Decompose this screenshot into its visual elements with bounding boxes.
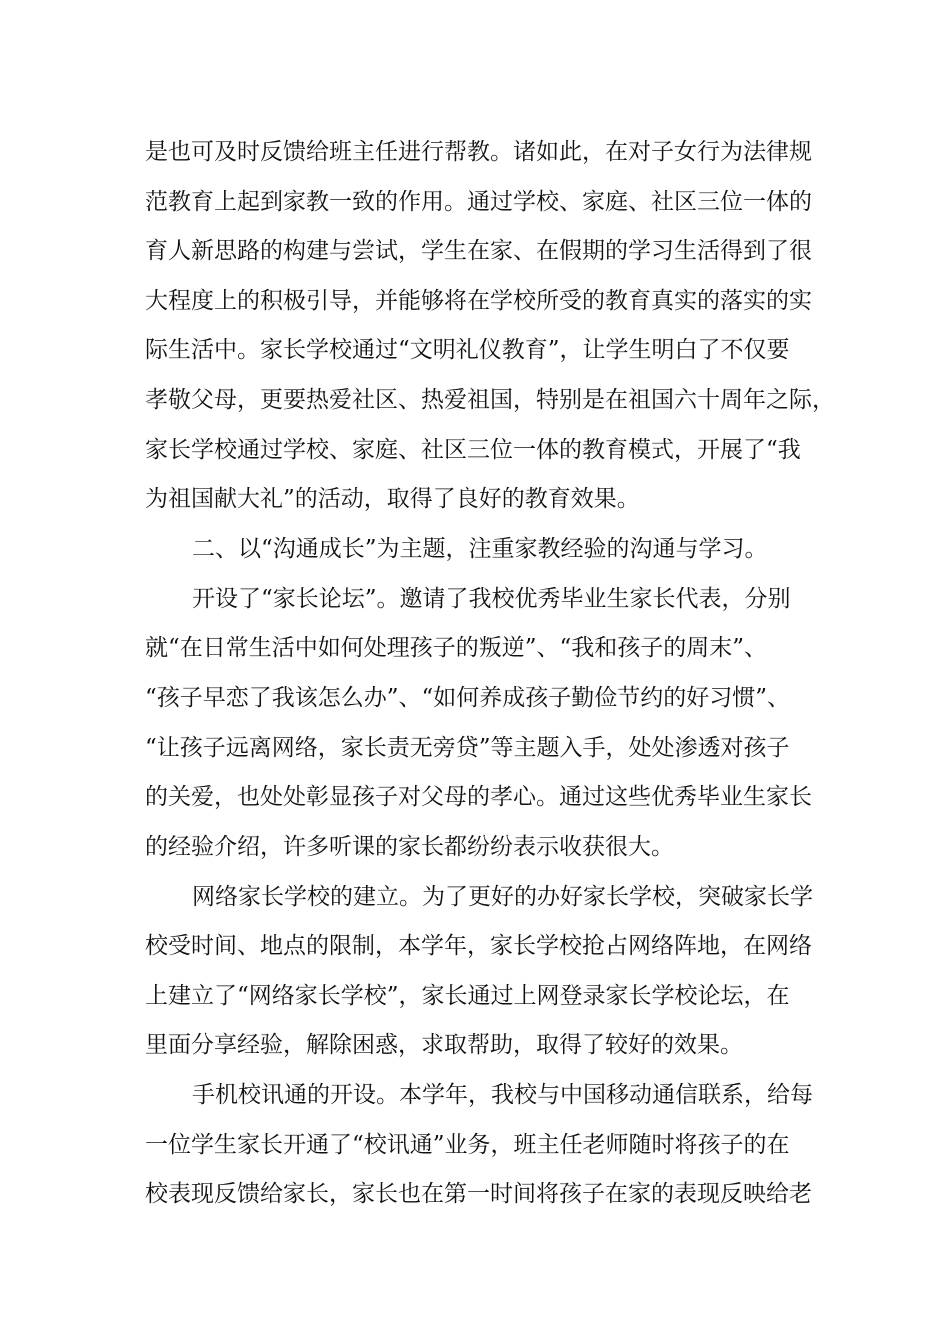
text-line: 的关爱，也处处彰显孩子对父母的孝心。通过这些优秀毕业生家长 (145, 784, 812, 810)
text-line: 范教育上起到家教一致的作用。通过学校、家庭、社区三位一体的 (145, 189, 812, 215)
text-line: 大程度上的积极引导，并能够将在学校所受的教育真实的落实的实 (145, 288, 812, 314)
text-line: 开设了“家长论坛”。邀请了我校优秀毕业生家长代表，分别 (192, 586, 791, 612)
text-line: 校表现反馈给家长，家长也在第一时间将孩子在家的表现反映给老 (145, 1181, 812, 1207)
text-line: 家长学校通过学校、家庭、社区三位一体的教育模式，开展了“我 (145, 437, 801, 463)
text-line: 上建立了“网络家长学校”，家长通过上网登录家长学校论坛，在 (145, 983, 790, 1009)
text-line: 一位学生家长开通了“校讯通”业务，班主任老师随时将孩子的在 (145, 1132, 790, 1158)
text-line: “孩子早恋了我该怎么办”、“如何养成孩子勤俭节约的好习惯”、 (145, 685, 791, 711)
text-line: 育人新思路的构建与尝试，学生在家、在假期的学习生活得到了很 (145, 238, 812, 264)
text-line: 里面分享经验，解除困惑，求取帮助，取得了较好的效果。 (145, 1032, 743, 1058)
text-line: 手机校讯通的开设。本学年，我校与中国移动通信联系，给每 (192, 1082, 813, 1108)
text-line: 是也可及时反馈给班主任进行帮教。诸如此，在对子女行为法律规 (145, 139, 812, 165)
text-line: 网络家长学校的建立。为了更好的办好家长学校，突破家长学 (192, 884, 813, 910)
section-heading: 二、以“沟通成长”为主题，注重家教经验的沟通与学习。 (192, 536, 768, 562)
text-line: 校受时间、地点的限制，本学年，家长学校抢占网络阵地，在网络 (145, 933, 812, 959)
text-line: 为祖国献大礼”的活动，取得了良好的教育效果。 (145, 486, 640, 512)
text-line: “让孩子远离网络，家长责无旁贷”等主题入手，处处渗透对孩子 (145, 735, 790, 761)
text-line: 的经验介绍，许多听课的家长都纷纷表示收获很大。 (145, 834, 674, 860)
text-line: 孝敬父母，更要热爱社区、热爱祖国，特别是在祖国六十周年之际， (145, 387, 835, 413)
text-line: 就“在日常生活中如何处理孩子的叛逆”、“我和孩子的周末”、 (145, 635, 768, 661)
text-line: 际生活中。家长学校通过“文明礼仪教育”，让学生明白了不仅要 (145, 337, 790, 363)
